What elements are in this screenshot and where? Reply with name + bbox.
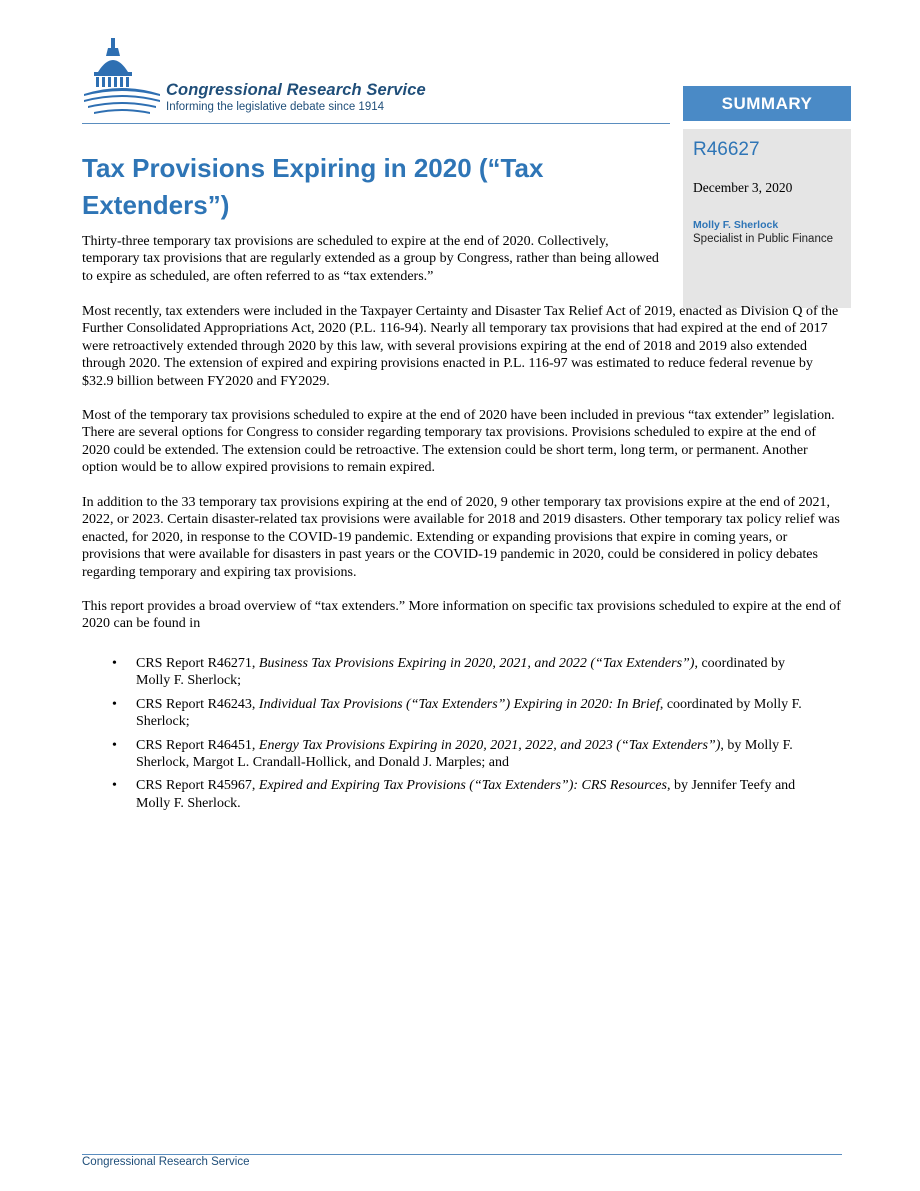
reference-suffix: , coordinated by Molly F. Sherlock; [136,656,786,689]
paragraph-options: Most of the temporary tax provisions scheduled to expire at the end of 2020 have been included in previous “tax extender” legislation. There are several options for Congress to consider regarding temporary tax provisions. Provisions scheduled to expire at the end of 2020 could be extended. The extension could be retroactive. The extension could be short term, long term, or permanent. Another option would be to allow expired provisions to remain expired. [82,408,835,476]
footer-text: Congressional Research Service [82,1156,250,1168]
paragraph-intro: Thirty-three temporary tax provisions are scheduled to expire at the end of 2020. Collectively, temporary tax provisions that are regularly extended as a group by Congress, rather than being allowed to expire as scheduled, are often referred to as “tax extenders.” [82,234,659,284]
reference-title: Expired and Expiring Tax Provisions (“Tax Extenders”): CRS Resources [258,778,667,794]
list-item [110,655,810,690]
paragraph-recent-extenders: Most recently, tax extenders were included in the Taxpayer Certainty and Disaster Tax Relief Act of 2019, enacted as Division Q of the Further Consolidated Appropriations Act, 2020 (P.L. 116-94). Nearly all temporary tax provisions that had expired at the end of 2017 were retroactively extended through 2020 by this law, with several provisions expiring at the end of 2018 and 2019 also extended through 2020. The extension of expired and expiring provisions enacted in P.L. 116-97 was estimated to reduce federal revenue by $32.9 billion between FY2020 and FY2029. [82,304,839,389]
reference-suffix: , by Jennifer Teefy and Molly F. Sherlock. [136,778,796,811]
paragraph-other-provisions: In addition to the 33 temporary tax provisions expiring at the end of 2020, 9 other temporary tax provisions expire at the end of 2021, 2022, or 2023. Certain disaster-related tax provisions were available for 2018 and 2019 disasters. Other temporary tax policy relief was enacted, for 2020, in response to the COVID-19 pandemic. Extending or expanding provisions that expire in coming years, or provisions that were available for disasters in past years or the COVID-19 pandemic in 2020, could be considered in policy debates regarding temporary and expiring tax provisions. [82,495,840,580]
author-title: Specialist in Public Finance [693,233,833,245]
author-name: Molly F. Sherlock [693,219,779,231]
org-name: Congressional Research Service [166,81,426,99]
reference-suffix: , coordinated by Molly F. Sherlock; [136,696,802,730]
reference-prefix: CRS Report R46243, [136,696,259,712]
reference-suffix: , by Molly F. Sherlock, Margot L. Crandall-Hollick, and Donald J. Marples; and [136,737,793,771]
footer-divider [82,1154,842,1155]
summary-label: SUMMARY [683,86,851,121]
capitol-dome-icon [82,34,162,124]
reference-title: Individual Tax Provisions (“Tax Extenders”) Expiring in 2020: In Brief [258,696,660,712]
bullet-icon: • [112,778,117,794]
reference-title: Energy Tax Provisions Expiring in 2020, 2021, 2022, and 2023 (“Tax Extenders”) [258,737,721,753]
org-tagline: Informing the legislative debate since 1914 [166,101,385,113]
report-date: December 3, 2020 [693,180,793,195]
page-title: Tax Provisions Expiring in 2020 (“Tax Extenders”) [82,153,544,220]
reference-prefix: CRS Report R46451, [136,737,259,753]
reference-prefix: CRS Report R45967, [136,778,259,794]
crs-logo [82,34,482,124]
bullet-icon: • [112,737,117,753]
paragraph-more-info: This report provides a broad overview of “tax extenders.” More information on specific tax provisions scheduled to expire at the end of 2020 can be found in [82,599,841,632]
list-item [110,696,810,731]
summary-sidebar [683,86,851,245]
report-number: R46627 [693,139,760,160]
bullet-icon: • [112,696,117,712]
report-info-box [683,129,851,308]
list-item [110,777,810,812]
header-divider [82,123,670,124]
reference-prefix: CRS Report R46271, [136,656,259,671]
list-item [110,737,810,772]
reference-title: Business Tax Provisions Expiring in 2020, 2021, and 2022 (“Tax Extenders”) [258,656,695,671]
bullet-icon: • [112,656,117,671]
reference-list [110,655,810,818]
